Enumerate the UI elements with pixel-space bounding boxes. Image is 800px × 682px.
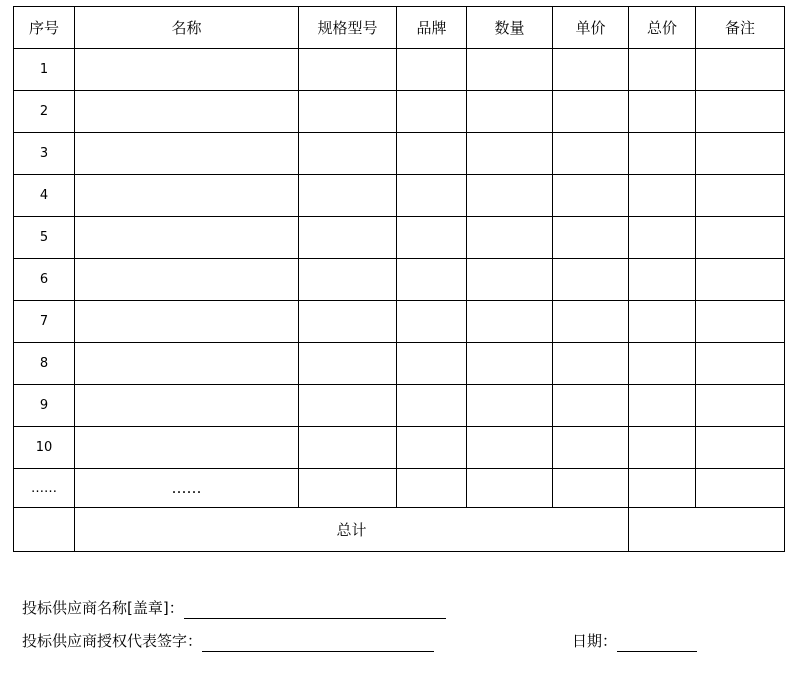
remarks-cell <box>696 175 785 217</box>
unit-price-cell <box>553 427 629 469</box>
supplier-name-label: 投标供应商名称[盖章]： <box>22 599 184 617</box>
name-cell <box>75 49 299 91</box>
quantity-cell <box>467 49 553 91</box>
remarks-cell <box>696 469 785 508</box>
total-price-cell <box>629 133 696 175</box>
brand-cell <box>397 301 467 343</box>
row-seq-cell: 10 <box>14 427 75 469</box>
spec-cell <box>299 217 397 259</box>
header-unit-price: 单价 <box>553 7 629 49</box>
date-label: 日期： <box>572 632 618 650</box>
unit-price-cell <box>553 343 629 385</box>
bid-quotation-table <box>13 6 785 552</box>
row-seq-cell: 6 <box>14 259 75 301</box>
row-seq-cell: 9 <box>14 385 75 427</box>
unit-price-cell <box>553 217 629 259</box>
date-blank[interactable] <box>617 633 697 652</box>
unit-price-cell <box>553 469 629 508</box>
row-seq-cell: 7 <box>14 301 75 343</box>
remarks-cell <box>696 259 785 301</box>
name-cell <box>75 427 299 469</box>
representative-signature-line <box>22 630 434 652</box>
quantity-cell <box>467 217 553 259</box>
spec-cell <box>299 49 397 91</box>
ellipsis-row <box>14 469 785 508</box>
unit-price-cell <box>553 301 629 343</box>
table-row <box>14 133 785 175</box>
table-row <box>14 217 785 259</box>
row-seq-cell: 8 <box>14 343 75 385</box>
name-cell <box>75 259 299 301</box>
quantity-cell <box>467 259 553 301</box>
brand-cell <box>397 259 467 301</box>
brand-cell <box>397 91 467 133</box>
row-seq-cell: 5 <box>14 217 75 259</box>
unit-price-cell <box>553 259 629 301</box>
name-cell <box>75 217 299 259</box>
spec-cell <box>299 133 397 175</box>
header-seq: 序号 <box>14 7 75 49</box>
table-row <box>14 259 785 301</box>
header-name: 名称 <box>75 7 299 49</box>
total-value-cell <box>629 508 785 552</box>
spec-cell <box>299 385 397 427</box>
spec-cell <box>299 427 397 469</box>
remarks-cell <box>696 49 785 91</box>
name-cell <box>75 91 299 133</box>
quantity-cell <box>467 343 553 385</box>
row-seq-cell: 2 <box>14 91 75 133</box>
remarks-cell <box>696 343 785 385</box>
quantity-cell <box>467 385 553 427</box>
remarks-cell <box>696 385 785 427</box>
unit-price-cell <box>553 385 629 427</box>
quantity-cell <box>467 301 553 343</box>
ellipsis-name-cell: …… <box>75 469 299 508</box>
row-seq-cell: 3 <box>14 133 75 175</box>
table-row <box>14 175 785 217</box>
name-cell <box>75 133 299 175</box>
total-price-cell <box>629 301 696 343</box>
table-row <box>14 427 785 469</box>
total-price-cell <box>629 217 696 259</box>
total-row-seq-cell <box>14 508 75 552</box>
remarks-cell <box>696 301 785 343</box>
brand-cell <box>397 175 467 217</box>
brand-cell <box>397 469 467 508</box>
unit-price-cell <box>553 91 629 133</box>
table-header-row <box>14 7 785 49</box>
unit-price-cell <box>553 133 629 175</box>
unit-price-cell <box>553 175 629 217</box>
date-line <box>572 630 697 652</box>
header-total-price: 总价 <box>629 7 696 49</box>
ellipsis-seq-cell: …… <box>14 469 75 508</box>
header-remarks: 备注 <box>696 7 785 49</box>
total-price-cell <box>629 385 696 427</box>
spec-cell <box>299 91 397 133</box>
name-cell <box>75 343 299 385</box>
total-price-cell <box>629 91 696 133</box>
remarks-cell <box>696 427 785 469</box>
name-cell <box>75 301 299 343</box>
header-brand: 品牌 <box>397 7 467 49</box>
header-spec: 规格型号 <box>299 7 397 49</box>
spec-cell <box>299 469 397 508</box>
quantity-cell <box>467 175 553 217</box>
table-row <box>14 49 785 91</box>
table-row <box>14 301 785 343</box>
quantity-cell <box>467 427 553 469</box>
supplier-name-blank[interactable] <box>184 600 446 619</box>
total-price-cell <box>629 343 696 385</box>
spec-cell <box>299 175 397 217</box>
quantity-cell <box>467 91 553 133</box>
total-price-cell <box>629 469 696 508</box>
row-seq-cell: 1 <box>14 49 75 91</box>
representative-signature-blank[interactable] <box>202 633 434 652</box>
spec-cell <box>299 259 397 301</box>
total-price-cell <box>629 49 696 91</box>
remarks-cell <box>696 133 785 175</box>
row-seq-cell: 4 <box>14 175 75 217</box>
representative-signature-label: 投标供应商授权代表签字： <box>22 632 203 650</box>
quantity-cell <box>467 469 553 508</box>
name-cell <box>75 175 299 217</box>
name-cell <box>75 385 299 427</box>
brand-cell <box>397 343 467 385</box>
remarks-cell <box>696 91 785 133</box>
brand-cell <box>397 427 467 469</box>
spec-cell <box>299 343 397 385</box>
total-row <box>14 508 785 552</box>
header-quantity: 数量 <box>467 7 553 49</box>
table-row <box>14 343 785 385</box>
brand-cell <box>397 49 467 91</box>
total-price-cell <box>629 259 696 301</box>
brand-cell <box>397 133 467 175</box>
supplier-name-line <box>22 597 446 619</box>
total-price-cell <box>629 427 696 469</box>
remarks-cell <box>696 217 785 259</box>
brand-cell <box>397 217 467 259</box>
total-price-cell <box>629 175 696 217</box>
total-label: 总计 <box>75 508 629 552</box>
quantity-cell <box>467 133 553 175</box>
table-row <box>14 91 785 133</box>
table-row <box>14 385 785 427</box>
brand-cell <box>397 385 467 427</box>
spec-cell <box>299 301 397 343</box>
unit-price-cell <box>553 49 629 91</box>
